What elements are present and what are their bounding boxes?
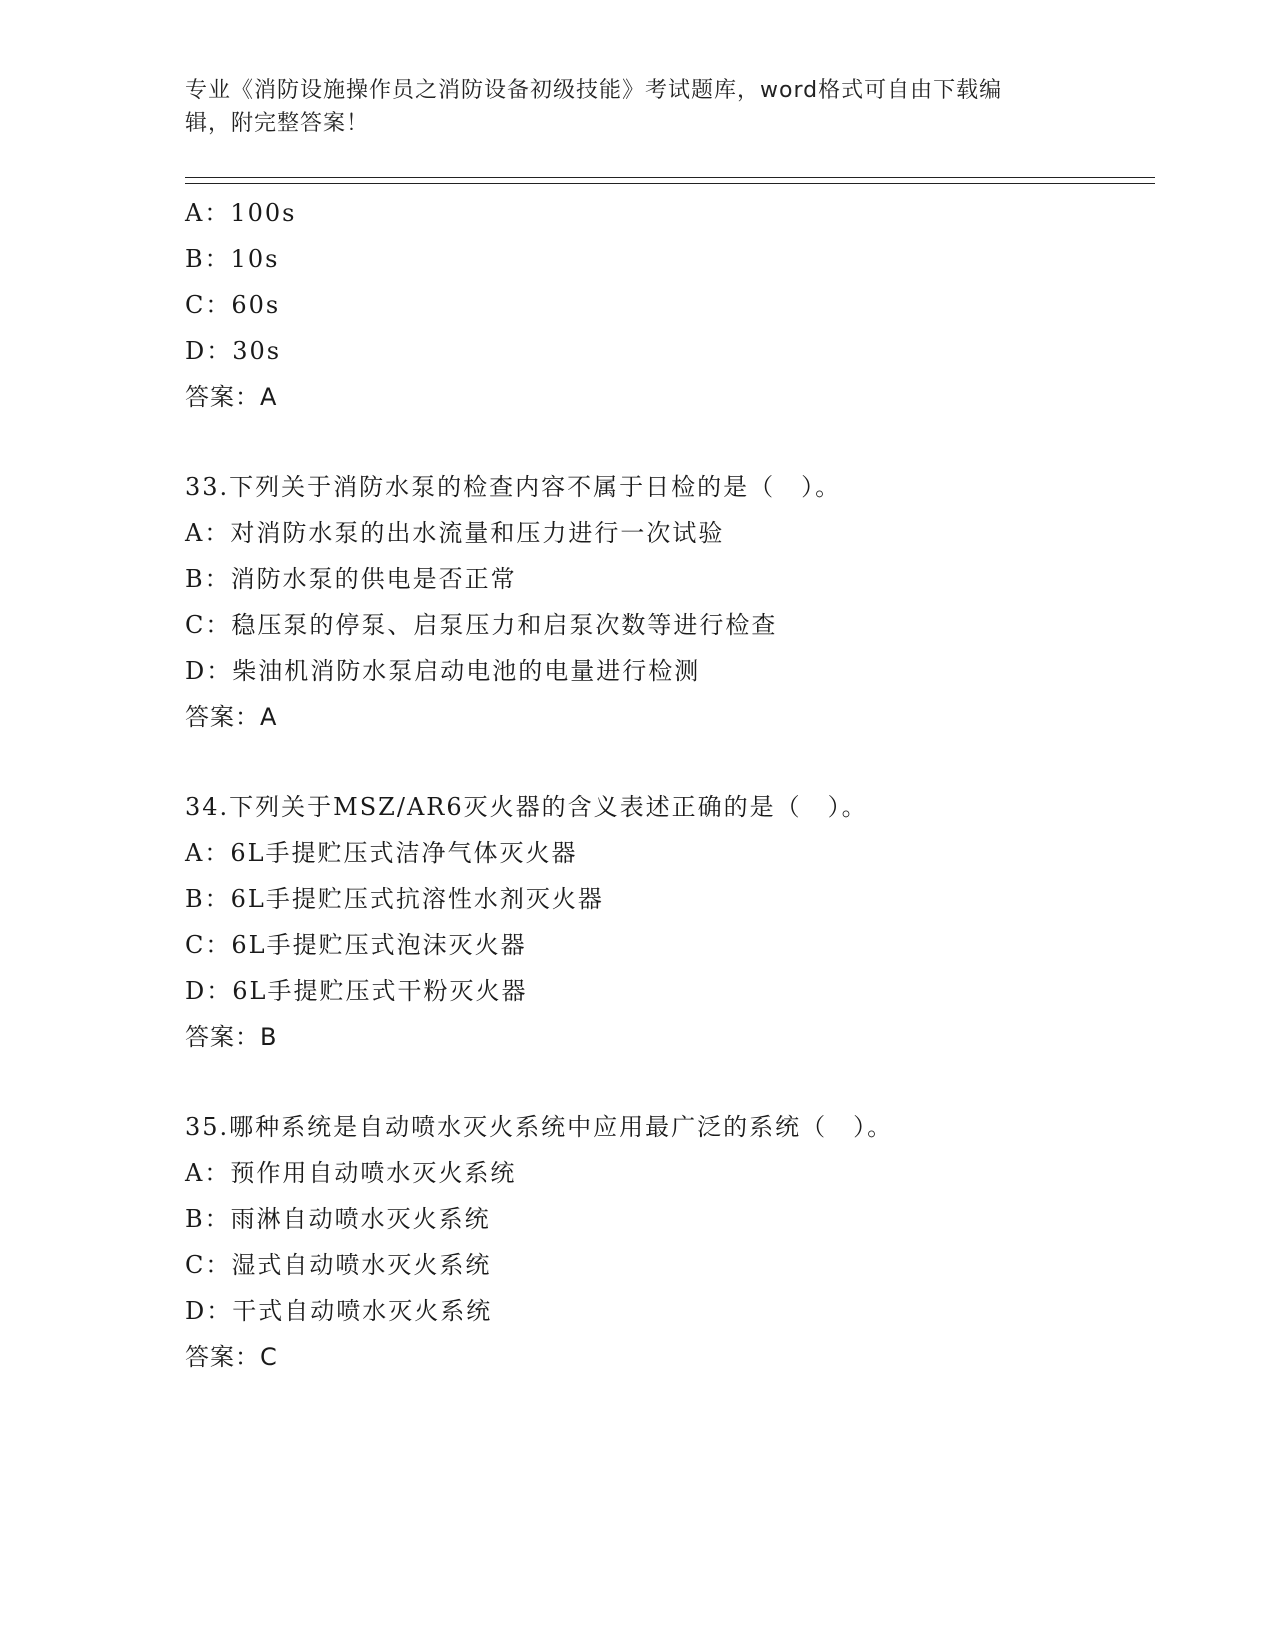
option-b: B：6L手提贮压式抗溶性水剂灭火器 <box>185 885 604 913</box>
header-line-2: 辑，附完整答案！ <box>185 111 370 136</box>
option-d: D：6L手提贮压式干粉灭火器 <box>185 977 528 1005</box>
option-a: A：对消防水泵的出水流量和压力进行一次试验 <box>185 519 725 547</box>
spacer <box>185 1060 1145 1104</box>
question-block-33 <box>185 464 1145 740</box>
option-b: B：雨淋自动喷水灭火系统 <box>185 1205 491 1233</box>
spacer <box>185 420 1145 464</box>
question-stem: 34.下列关于MSZ/AR6灭火器的含义表述正确的是（ ）。 <box>185 793 868 821</box>
question-block-32-tail <box>185 190 1145 420</box>
answer-line: 答案：C <box>185 1343 278 1371</box>
header-divider-bottom <box>185 183 1155 184</box>
answer-line: 答案：B <box>185 1023 278 1051</box>
option-b: B：10s <box>185 245 280 273</box>
option-c: C：6L手提贮压式泡沫灭火器 <box>185 931 527 959</box>
question-stem: 33.下列关于消防水泵的检查内容不属于日检的是（ ）。 <box>185 473 842 501</box>
option-a: A：100s <box>185 199 297 227</box>
answer-line: 答案：A <box>185 703 278 731</box>
option-a: A：6L手提贮压式洁净气体灭火器 <box>185 839 578 867</box>
option-c: C：60s <box>185 291 281 319</box>
header-divider-top <box>185 177 1155 178</box>
question-list <box>185 190 1145 1380</box>
option-b: B：消防水泵的供电是否正常 <box>185 565 517 593</box>
question-block-35 <box>185 1104 1145 1380</box>
option-d: D：干式自动喷水灭火系统 <box>185 1297 493 1325</box>
question-stem: 35.哪种系统是自动喷水灭火系统中应用最广泛的系统（ ）。 <box>185 1113 894 1141</box>
document-header <box>185 74 1075 140</box>
option-d: D：30s <box>185 337 282 365</box>
question-block-34 <box>185 784 1145 1060</box>
answer-line: 答案：A <box>185 383 278 411</box>
header-line-1: 专业《消防设施操作员之消防设备初级技能》考试题库，word格式可自由下载编 <box>185 78 1003 103</box>
option-a: A：预作用自动喷水灭火系统 <box>185 1159 517 1187</box>
option-c: C：稳压泵的停泵、启泵压力和启泵次数等进行检查 <box>185 611 778 639</box>
option-c: C：湿式自动喷水灭火系统 <box>185 1251 492 1279</box>
spacer <box>185 740 1145 784</box>
option-d: D：柴油机消防水泵启动电池的电量进行检测 <box>185 657 701 685</box>
